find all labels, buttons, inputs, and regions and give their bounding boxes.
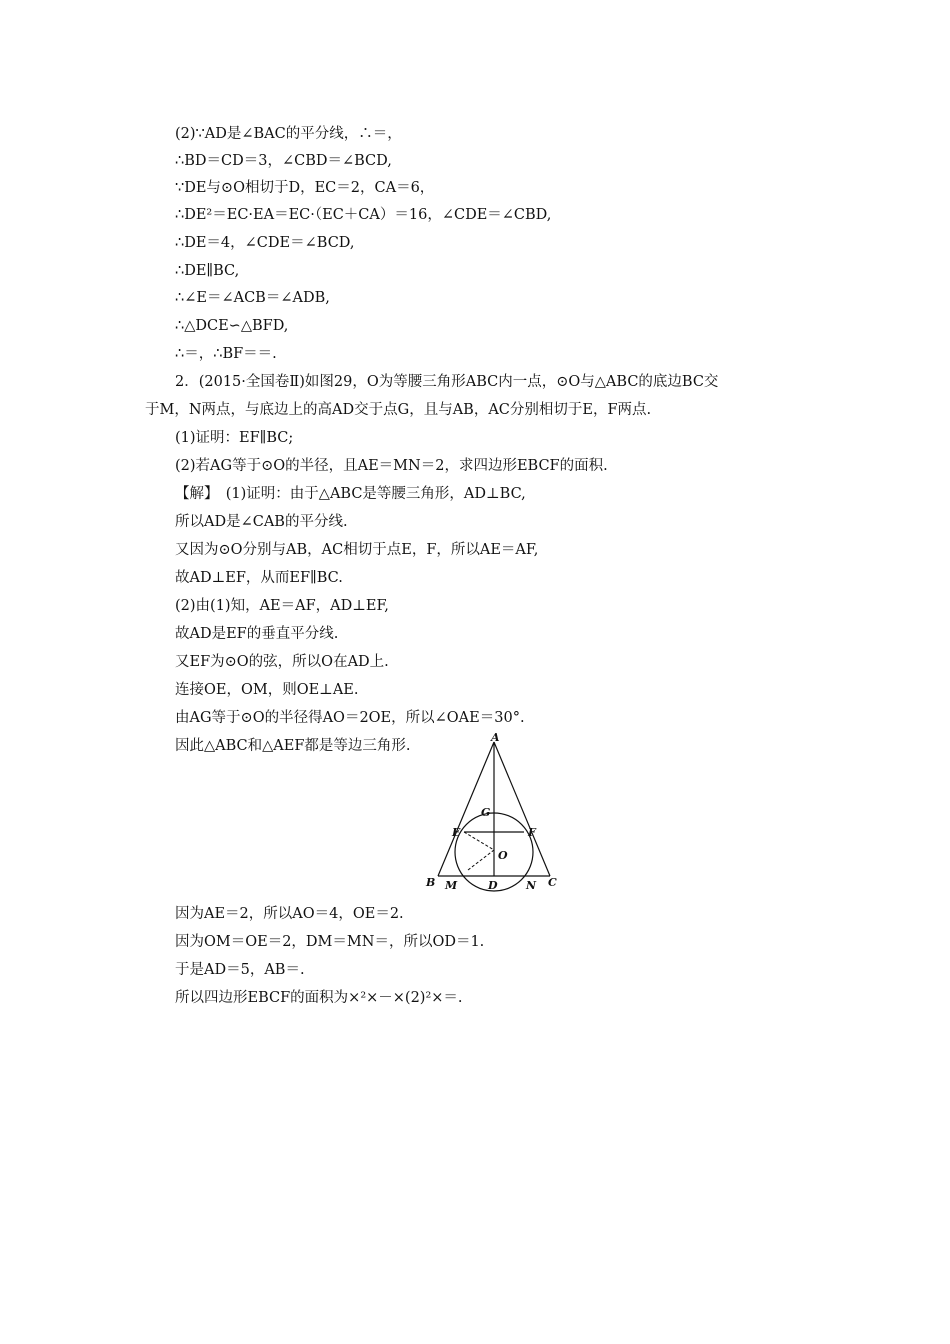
label-g: G	[481, 806, 491, 819]
text-line: 又EF为⊙O的弦，所以O在AD上.	[175, 654, 389, 670]
text-line: (2)由(1)知，AE＝AF，AD⊥EF,	[175, 598, 389, 614]
text-line: 于是AD＝5，AB＝.	[175, 962, 305, 978]
text-line: ∴DE²＝EC·EA＝EC·（EC＋CA）＝16，∠CDE＝∠CBD,	[175, 207, 552, 223]
label-n: N	[526, 879, 537, 892]
text-line: ∴DE∥BC,	[175, 263, 240, 279]
geometry-figure-svg	[418, 732, 568, 894]
label-o: O	[498, 849, 508, 862]
text-line: 连接OE，OM，则OE⊥AE.	[175, 682, 359, 698]
text-line: 所以AD是∠CAB的平分线.	[175, 514, 348, 530]
solution-heading-line: 【解】 (1)证明：由于△ABC是等腰三角形，AD⊥BC,	[175, 486, 526, 502]
text-line: 因此△ABC和△AEF都是等边三角形.	[175, 738, 411, 754]
segment-oe-dashed	[464, 832, 494, 850]
text-line: (1)证明：EF∥BC;	[175, 430, 294, 446]
label-d: D	[488, 879, 498, 892]
label-m: M	[445, 879, 458, 892]
geometry-figure	[418, 732, 568, 894]
text-line: (2)若AG等于⊙O的半径，且AE＝MN＝2，求四边形EBCF的面积.	[175, 458, 608, 474]
text-line: 因为OM＝OE＝2，DM＝MN＝，所以OD＝1.	[175, 934, 485, 950]
problem-statement-line: 于M，N两点，与底边上的高AD交于点G，且与AB，AC分别相切于E，F两点.	[145, 402, 652, 418]
label-a: A	[491, 732, 500, 744]
text-line: ∴＝，∴BF＝＝.	[175, 346, 277, 362]
text-line: ∴∠E＝∠ACB＝∠ADB,	[175, 290, 330, 306]
label-f: F	[528, 826, 536, 839]
label-b: B	[426, 876, 436, 889]
text-line: ∴BD＝CD＝3，∠CBD＝∠BCD,	[175, 153, 392, 169]
text-line: ∴△DCE∽△BFD,	[175, 318, 289, 334]
text-line: ∵DE与⊙O相切于D，EC＝2，CA＝6，	[175, 180, 435, 196]
label-c: C	[548, 876, 557, 889]
text-line: 故AD⊥EF，从而EF∥BC.	[175, 570, 343, 586]
text-line: 又因为⊙O分别与AB，AC相切于点E，F，所以AE＝AF,	[175, 542, 539, 558]
text-line: 所以四边形EBCF的面积为×²×－×(2)²×＝.	[175, 990, 463, 1006]
text-line: ∴DE＝4，∠CDE＝∠BCD,	[175, 235, 355, 251]
text-line: (2)∵AD是∠BAC的平分线，∴＝，	[175, 126, 402, 142]
segment-om-dashed	[468, 850, 494, 870]
text-line: 由AG等于⊙O的半径得AO＝2OE，所以∠OAE＝30°.	[175, 710, 525, 726]
text-line: 因为AE＝2，所以AO＝4，OE＝2.	[175, 906, 404, 922]
label-e: E	[452, 826, 461, 839]
problem-statement-line: 2．(2015·全国卷Ⅱ)如图29，O为等腰三角形ABC内一点，⊙O与△ABC的底边BC交	[175, 374, 719, 390]
text-line: 故AD是EF的垂直平分线.	[175, 626, 339, 642]
